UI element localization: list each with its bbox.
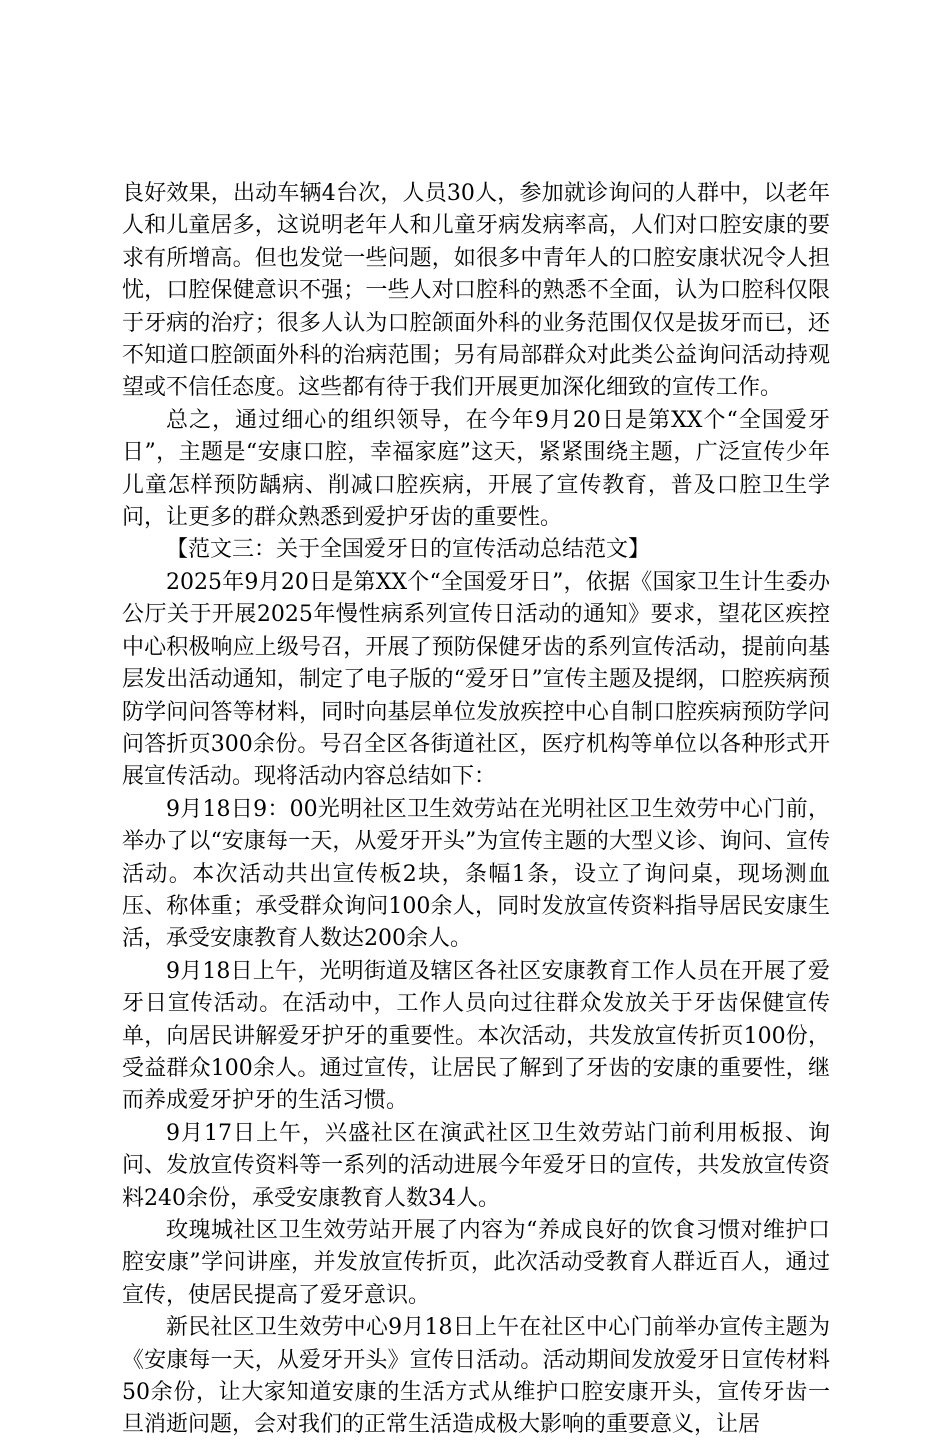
paragraph-guangming-street: 9月18日上午，光明街道及辖区各社区安康教育工作人员在开展了爱牙日宣传活动。在活动中，工作人员向过往群众发放关于牙齿保健宣传单，向居民讲解爱牙护牙的重要性。本次活动，共发放宣传折页100份，受益群众100余人。通过宣传，让居民了解到了牙齿的安康的重要性，继而养成爱牙护牙的生活习惯。 (122, 958, 830, 1114)
paragraph-guangming-station: 9月18日9：00光明社区卫生效劳站在光明社区卫生效劳中心门前，举办了以“安康每一天，从爱牙开头”为宣传主题的大型义诊、询问、宣传活动。本次活动共出宣传板2块，条幅1条，设立了询问桌，现场测血压、称体重；承受群众询问100余人，同时发放宣传资料指导居民安康生活，承受安康教育人数达200余人。 (122, 796, 830, 952)
paragraph-meiguicheng: 玫瑰城社区卫生效劳站开展了内容为“养成良好的饮食习惯对维护口腔安康”学问讲座，并发放宣传折页，此次活动受教育人群近百人，通过宣传，使居民提高了爱牙意识。 (122, 1218, 830, 1308)
section-heading: 【范文三：关于全国爱牙日的宣传活动总结范文】 (166, 537, 651, 563)
paragraph-xinmin: 新民社区卫生效劳中心9月18日上午在社区中心门前举办宣传主题为《安康每一天，从爱牙开头》宣传日活动。活动期间发放爱牙日宣传材料50余份，让大家知道安康的生活方式从维护口腔安康开头，宣传牙齿一旦消逝问题，会对我们的正常生活造成极大影响的重要意义，让居 (122, 1315, 830, 1438)
paragraph-conclusion: 总之，通过细心的组织领导，在今年9月20日是第XX个“全国爱牙日”，主题是“安康口腔，幸福家庭”这天，紧紧围绕主题，广泛宣传少年儿童怎样预防龋病、削减口腔疾病，开展了宣传教育，普及口腔卫生学问，让更多的群众熟悉到爱护牙齿的重要性。 (122, 407, 830, 531)
document-page (122, 178, 830, 1442)
paragraph-xingsheng: 9月17日上午，兴盛社区在演武社区卫生效劳站门前利用板报、询问、发放宣传资料等一系列的活动进展今年爱牙日的宣传，共发放宣传资料240余份，承受安康教育人数34人。 (122, 1120, 830, 1211)
paragraph-continuation: 良好效果，出动车辆4台次，人员30人，参加就诊询问的人群中，以老年人和儿童居多，这说明老年人和儿童牙病发病率高，人们对口腔安康的要求有所增高。但也发觉一些问题，如很多中青年人的口腔安康状况令人担忧，口腔保健意识不强；一些人对口腔科的熟悉不全面，认为口腔科仅限于牙病的治疗；很多人认为口腔颌面外科的业务范围仅仅是拔牙而已，还不知道口腔颌面外科的治病范围；另有局部群众对此类公益询问活动持观望或不信任态度。这些都有待于我们开展更加深化细致的宣传工作。 (122, 181, 830, 401)
paragraph-intro: 2025年9月20日是第XX个“全国爱牙日”，依据《国家卫生计生委办公厅关于开展2025年慢性病系列宣传日活动的通知》要求，望花区疾控中心积极响应上级号召，开展了预防保健牙齿的系列宣传活动，提前向基层发出活动通知，制定了电子版的“爱牙日”宣传主题及提纲，口腔疾病预防学问问答等材料，同时向基层单位发放疾控中心自制口腔疾病预防学问问答折页300余份。号召全区各街道社区，医疗机构等单位以各种形式开展宣传活动。现将活动内容总结如下： (122, 569, 830, 790)
